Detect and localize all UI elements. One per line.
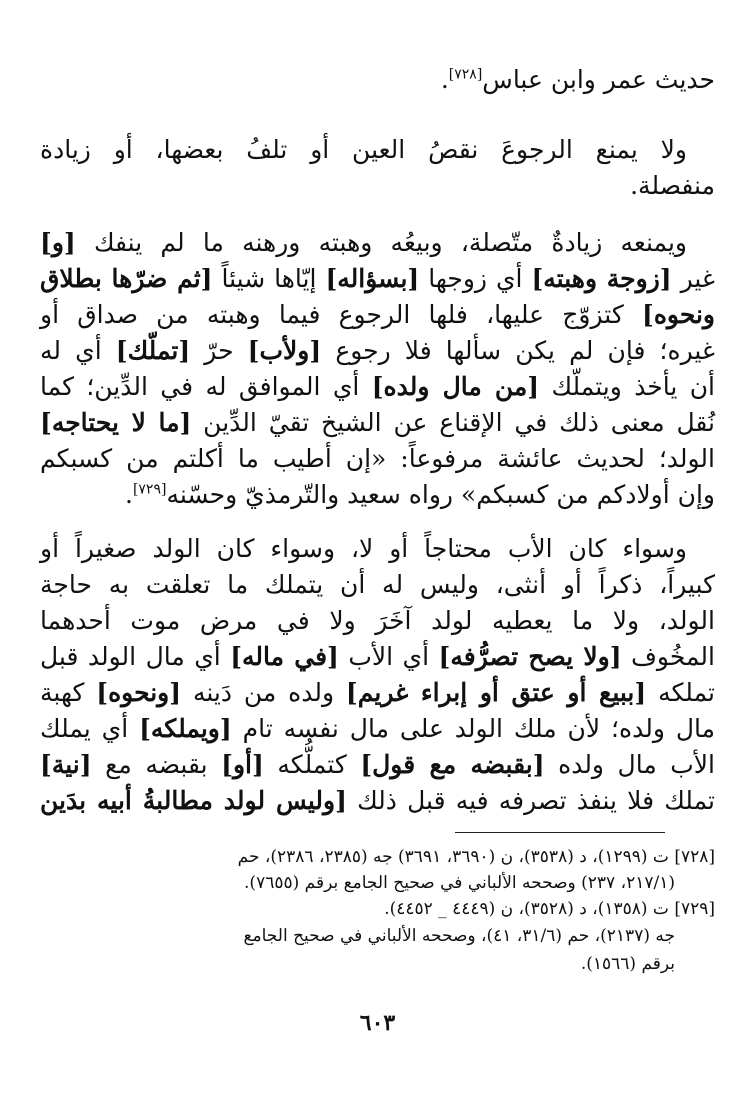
text-run: الأب مال ولده: [544, 750, 716, 779]
text-run: حديث عمر وابن عباس: [482, 65, 715, 94]
footnote-line: برقم (١٥٦٦).: [580, 954, 675, 974]
bold-matn-text: [بقبضه مع قول]: [360, 750, 545, 779]
bold-matn-text: [ثم ضرّها بطلاق: [40, 264, 213, 293]
text-run: أي الموافق له في الدِّين؛ كما: [40, 372, 372, 401]
text-run: نُقل معنى ذلك في الإقناع عن الشيخ تقيّ الدِّين: [191, 408, 716, 437]
text-line: [40, 405, 715, 441]
text-line: [40, 297, 715, 333]
text-line: [40, 261, 715, 297]
bold-matn-text: [تملّك]: [115, 336, 191, 365]
text-run: ويمنعه زيادةٌ متّصلة، وبيعُه وهبته ورهنه ما لم ينفك: [75, 228, 687, 257]
text-run: وسواء كان الأب محتاجاً أو لا، وسواء كان الولد صغيراً أو: [40, 534, 687, 563]
text-run: تملك فلا ينفذ تصرفه فيه قبل ذلك: [346, 786, 715, 815]
text-run: الولد؛ لحديث عائشة مرفوعاً: «إن أطيب ما أكلتم من كسبكم: [40, 444, 715, 473]
bold-matn-text: [في ماله]: [230, 642, 339, 671]
bold-matn-text: [نية]: [40, 750, 92, 779]
bold-matn-text: [أو]: [221, 750, 264, 779]
footnote-line: [٧٢٨] ت (١٢٩٩)، د (٣٥٣٨)، ن (٣٦٩٠، ٣٦٩١) جه (٢٣٨٥، ٢٣٨٦)، حم: [237, 847, 715, 867]
bold-matn-text: [ولا يصح تصرُّفه]: [438, 642, 622, 671]
footnote-separator: [455, 832, 665, 833]
text-run: الولد، ولا ما يعطيه لولد آخَرَ ولا في مرض موت أحدهما: [40, 606, 715, 635]
bold-matn-text: [ويملكه]: [139, 714, 232, 743]
text-line: [40, 639, 715, 675]
footnote-marker: [٧٢٨]: [448, 66, 483, 83]
text-run: أن يأخذ ويتملّك: [539, 372, 715, 401]
text-line: [40, 477, 715, 513]
text-run: تملكه: [646, 678, 715, 707]
text-run: غيره؛ فإن لم يكن سألها فلا رجوع: [321, 336, 715, 365]
text-line: [40, 783, 715, 819]
text-line: [40, 603, 715, 639]
text-line: [40, 369, 715, 405]
text-run: أي الأب: [338, 642, 439, 671]
text-run: كتزوّج عليها، فلها الرجوع فيما وهبته من صداق أو: [40, 300, 642, 329]
text-run: حرّ: [190, 336, 248, 365]
bold-matn-text: [ببيع أو عتق أو إبراء غريم]: [345, 678, 647, 707]
text-line: [40, 333, 715, 369]
text-line: [40, 225, 687, 261]
text-run: أي مال الولد قبل: [40, 642, 231, 671]
text-run: ولا يمنع الرجوعَ نقصُ العين أو تلفُ بعضها، أو زيادة: [40, 135, 687, 164]
text-run: كتملُّكه: [263, 750, 361, 779]
bold-matn-text: ونحوه]: [641, 300, 715, 329]
footnote-line: (٢١٧/١، ٢٣٧) وصححه الألباني في صحيح الجامع برقم (٧٦٥٥).: [244, 873, 675, 893]
text-run: مال ولده؛ لأن ملك الولد على مال نفسه تام: [231, 714, 715, 743]
footnote-line: [٧٢٩] ت (١٣٥٨)، د (٣٥٢٨)، ن (٤٤٤٩ _ ٤٤٥٢).: [384, 899, 715, 919]
text-run: بقبضه مع: [91, 750, 222, 779]
text-line: [40, 747, 715, 783]
text-run: المخُوف: [621, 642, 715, 671]
page-number: ٦٠٣: [359, 1010, 396, 1036]
bold-matn-text: [بسؤاله]: [325, 264, 420, 293]
text-line: [40, 62, 715, 98]
text-line: [40, 675, 715, 711]
text-run: غير: [671, 264, 716, 293]
text-run: أي له: [40, 336, 116, 365]
text-run: كبيراً، ذكراً أو أنثى، وليس له أن يتملك ما تعلقت به حاجة: [40, 570, 715, 599]
bold-matn-text: [وليس لولد مطالبةُ أبيه بدَين: [40, 786, 347, 815]
bold-matn-text: [ما لا يحتاجه]: [40, 408, 192, 437]
text-run: ولده من دَينه: [181, 678, 346, 707]
text-run: .: [124, 480, 133, 509]
text-run: أي يملك: [40, 714, 140, 743]
text-run: إيّاها شيئاً: [212, 264, 326, 293]
text-line: [40, 567, 715, 603]
text-run: منفصلة.: [630, 171, 715, 200]
bold-matn-text: [زوجة وهبته]: [531, 264, 672, 293]
text-line: [40, 441, 715, 477]
text-line: [40, 132, 687, 168]
bold-matn-text: [و]: [40, 228, 76, 257]
text-run: .: [440, 65, 449, 94]
text-line: [40, 711, 715, 747]
text-run: كهبة: [40, 678, 97, 707]
footnote-line: جه (٢١٣٧)، حم (٣١/٦، ٤١)، وصححه الألباني في صحيح الجامع: [243, 926, 675, 946]
text-line: [40, 168, 715, 204]
text-line: [40, 531, 687, 567]
bold-matn-text: [من مال ولده]: [371, 372, 540, 401]
text-run: وإن أولادكم من كسبكم» رواه سعيد والتّرمذيّ وحسّنه: [166, 480, 715, 509]
footnote-marker: [٧٢٩]: [132, 481, 167, 498]
bold-matn-text: [ونحوه]: [96, 678, 182, 707]
text-run: أي زوجها: [419, 264, 532, 293]
bold-matn-text: [ولأب]: [247, 336, 322, 365]
